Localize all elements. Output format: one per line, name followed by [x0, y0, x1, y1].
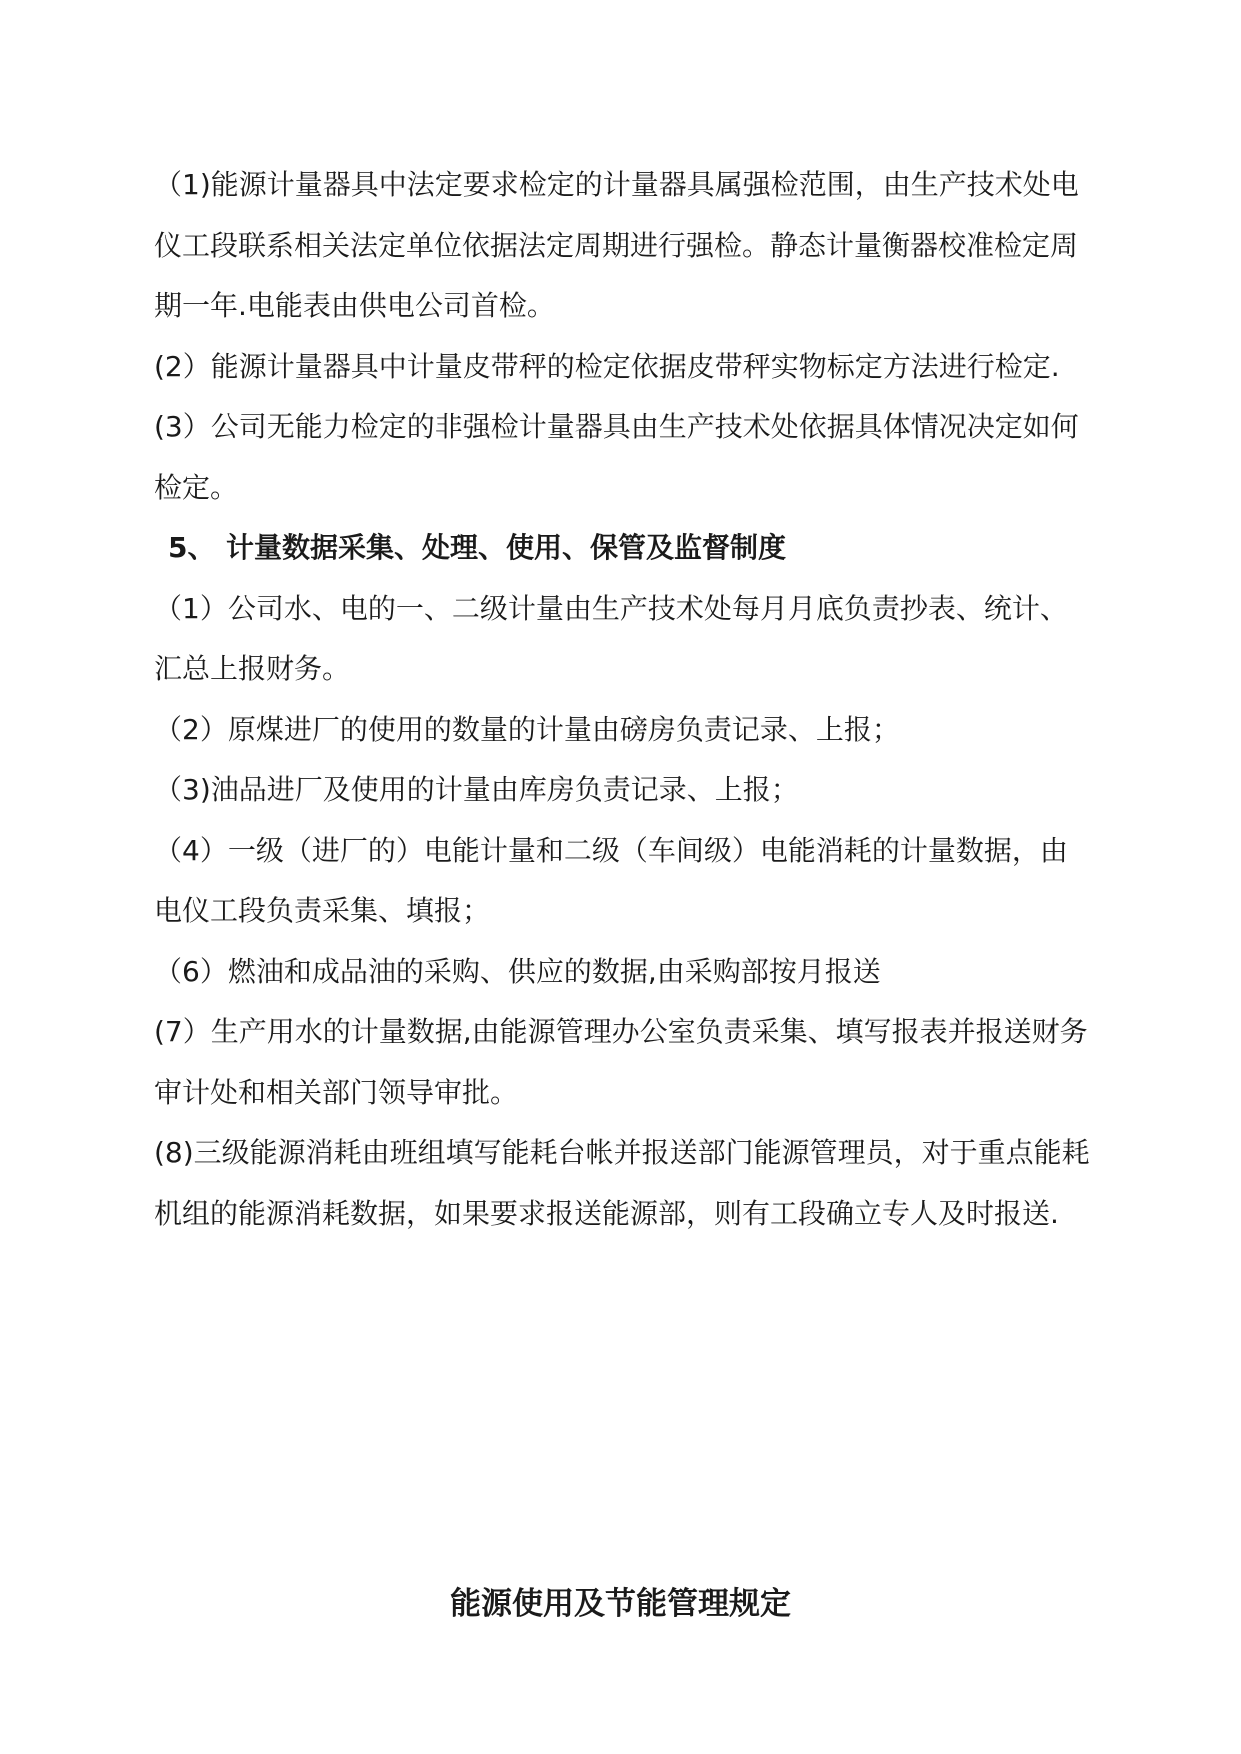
- paragraph-line: 期一年.电能表由供电公司首检。: [154, 289, 555, 322]
- paragraph-line: (3）公司无能力检定的非强检计量器具由生产技术处依据具体情况决定如何: [154, 410, 1079, 443]
- paragraph-line: 电仪工段负责采集、填报；: [154, 894, 491, 927]
- paragraph-line: (2）能源计量器具中计量皮带秤的检定依据皮带秤实物标定方法进行检定.: [154, 349, 1060, 383]
- paragraph-line: (8)三级能源消耗由班组填写能耗台帐并报送部门能源管理员，对于重点能耗: [154, 1136, 1090, 1169]
- paragraph-line: （1)能源计量器具中法定要求检定的计量器具属强检范围，由生产技术处电: [154, 168, 1079, 201]
- paragraph-line: (7）生产用水的计量数据,由能源管理办公室负责采集、填写报表并报送财务: [154, 1015, 1088, 1048]
- section-number: 5、: [168, 531, 216, 564]
- paragraph-line: 仪工段联系相关法定单位依据法定周期进行强检。静态计量衡器校准检定周: [154, 228, 1079, 262]
- paragraph-line: 汇总上报财务。: [154, 652, 351, 685]
- paragraph-line: （4）一级（进厂的）电能计量和二级（车间级）电能消耗的计量数据，由: [154, 833, 1068, 867]
- paragraph-line: （6）燃油和成品油的采购、供应的数据,由采购部按月报送: [154, 954, 881, 988]
- section-title: 计量数据采集、处理、使用、保管及监督制度: [226, 531, 787, 564]
- paragraph-line: （1）公司水、电的一、二级计量由生产技术处每月月底负责抄表、统计、: [154, 591, 1068, 625]
- paragraph-line: （2）原煤进厂的使用的数量的计量由磅房负责记录、上报；: [154, 712, 900, 746]
- section-heading: [154, 518, 1114, 579]
- paragraph-line: 机组的能源消耗数据，如果要求报送能源部，则有工段确立专人及时报送.: [154, 1196, 1059, 1230]
- document-body: [154, 155, 1114, 1244]
- next-section-title: 能源使用及节能管理规定: [450, 1586, 791, 1622]
- paragraph-line: （3)油品进厂及使用的计量由库房负责记录、上报；: [154, 773, 799, 806]
- paragraph-line: 检定。: [154, 470, 239, 504]
- paragraph-line: 审计处和相关部门领导审批。: [154, 1075, 519, 1109]
